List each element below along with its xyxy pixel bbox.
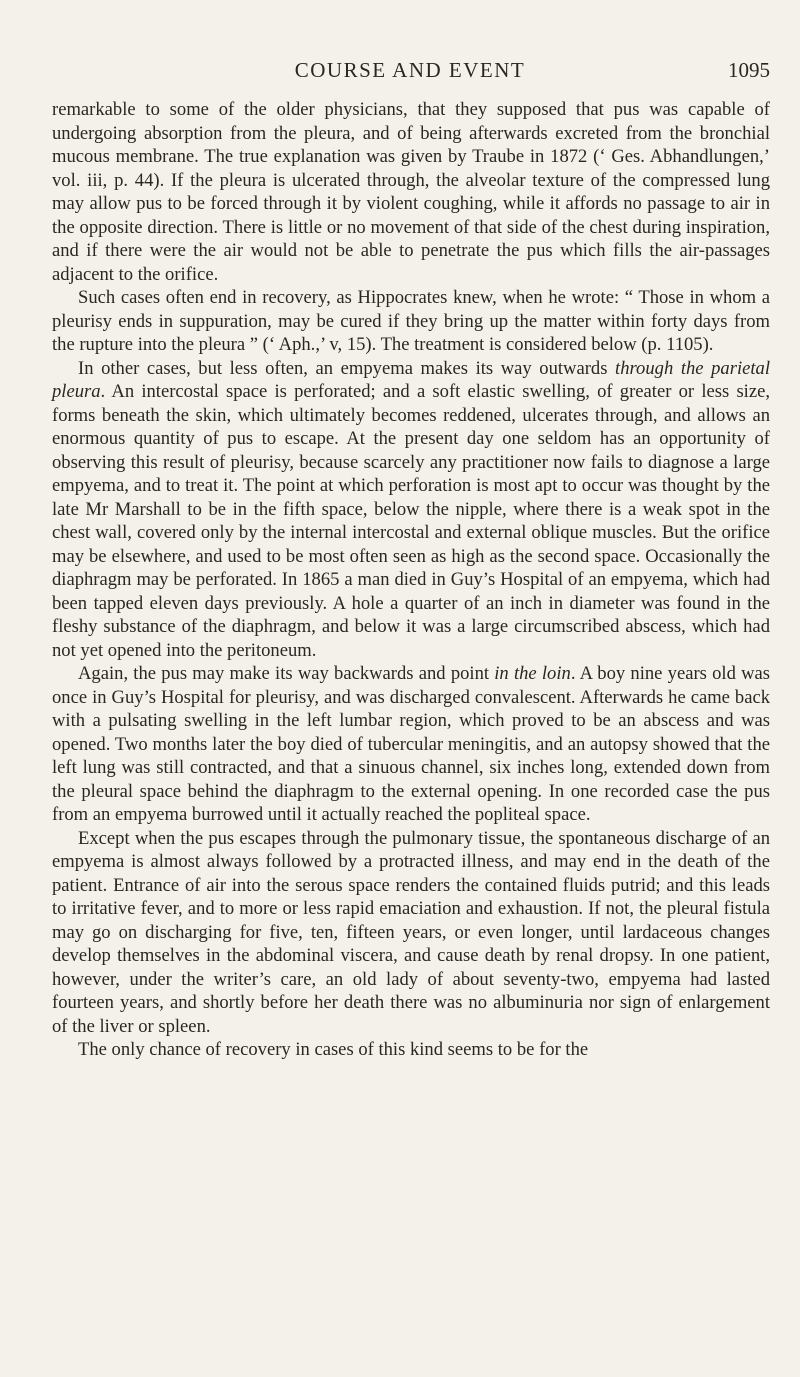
- text-run: In other cases, but less often, an empyema makes its way outwards: [78, 357, 616, 379]
- page-number: 1095: [728, 58, 770, 82]
- text-run: Except when the pus escapes through the pulmonary tissue, the spontaneous discharge of an empyema is almost always followed by a protracted illness, and may end in the death of the patient. Entrance of air into the serous space renders the contained fluids putrid; and this leads to irritative fever, and to more or less rapid emaciation and exhaustion. If not, the pleural fistula may go on discharging for five, ten, fifteen years, or even longer, until lardaceous changes develop themselves in the abdominal viscera, and cause death by renal dropsy. In one patient, however, under the writer’s care, an old lady of about seventy-two, empyema had lasted fourteen years, and shortly before her death there was no albuminuria nor sign of enlargement of the liver or spleen.: [52, 827, 770, 1037]
- paragraph: [52, 827, 770, 1039]
- italic-phrase: in the loin: [494, 663, 571, 684]
- body-text: [52, 98, 770, 1062]
- paragraph: [52, 98, 770, 286]
- running-head: [50, 58, 770, 88]
- text-run: Such cases often end in recovery, as Hippocrates knew, when he wrote: “ Those in whom a pleurisy ends in suppuration, may be cured if they bring up the matter within forty days from the rupture into the pleura ” (‘ Aph.,’ v, 15). The treatment is considered below (p. 1105).: [52, 287, 770, 355]
- text-run: . An intercostal space is perforated; and a soft elastic swelling, of greater or less size, forms beneath the skin, which ultimately becomes reddened, ulcerates through, and allows an enormous quantity of pus to escape. At the present day one seldom has an opportunity of observing this result of pleurisy, because scarcely any practitioner now fails to diagnose a large empyema, and to treat it. The point at which perforation is most apt to occur was thought by the late Mr Marshall to be in the fifth space, below the nipple, where there is a weak spot in the chest wall, covered only by the internal intercostal and external oblique muscles. But the orifice may be elsewhere, and used to be most often seen as high as the second space. Occasionally the diaphragm may be perforated. In 1865 a man died in Guy’s Hospital of an empyema, which had been tapped eleven days previously. A hole a quarter of an inch in diameter was found in the fleshy substance of the diaphragm, and below it was a large circumscribed abscess, which had not yet opened into the peritoneum.: [52, 381, 770, 661]
- text-run: Again, the pus may make its way backwards and point: [78, 663, 495, 684]
- running-head-title: COURSE AND EVENT: [294, 58, 526, 82]
- paragraph: [52, 662, 770, 827]
- italic-phrase: through the parietal pleura: [52, 357, 770, 402]
- paragraph: [52, 357, 770, 663]
- paragraph: [52, 1038, 770, 1062]
- text-run: remarkable to some of the older physicians, that they supposed that pus was capable of undergoing absorption from the pleura, and of being afterwards excreted from the bronchial mucous membrane. The true explanation was given by Traube in 1872 (‘ Ges. Abhandlungen,’ vol. iii, p. 44). If the pleura is ulcerated through, the alveolar texture of the compressed lung may allow pus to be forced through it by violent coughing, while it affords no passage to air in the opposite direction. There is little or no movement of that side of the chest during inspiration, and if there were the air would not be able to penetrate the pus which fills the air-passages adjacent to the orifice.: [52, 99, 770, 285]
- text-run: The only chance of recovery in cases of this kind seems to be for the: [78, 1039, 589, 1060]
- paragraph: [52, 286, 770, 357]
- text-run: . A boy nine years old was once in Guy’s Hospital for pleurisy, and was discharged convalescent. Afterwards he came back with a pulsating swelling in the left lumbar region, which proved to be an abscess and was opened. Two months later the boy died of tubercular meningitis, and an autopsy showed that the left lung was still contracted, and that a sinuous channel, six inches long, extended down from the pleural space behind the diaphragm to the external opening. In one recorded case the pus from an empyema burrowed until it actually reached the popliteal space.: [52, 663, 771, 825]
